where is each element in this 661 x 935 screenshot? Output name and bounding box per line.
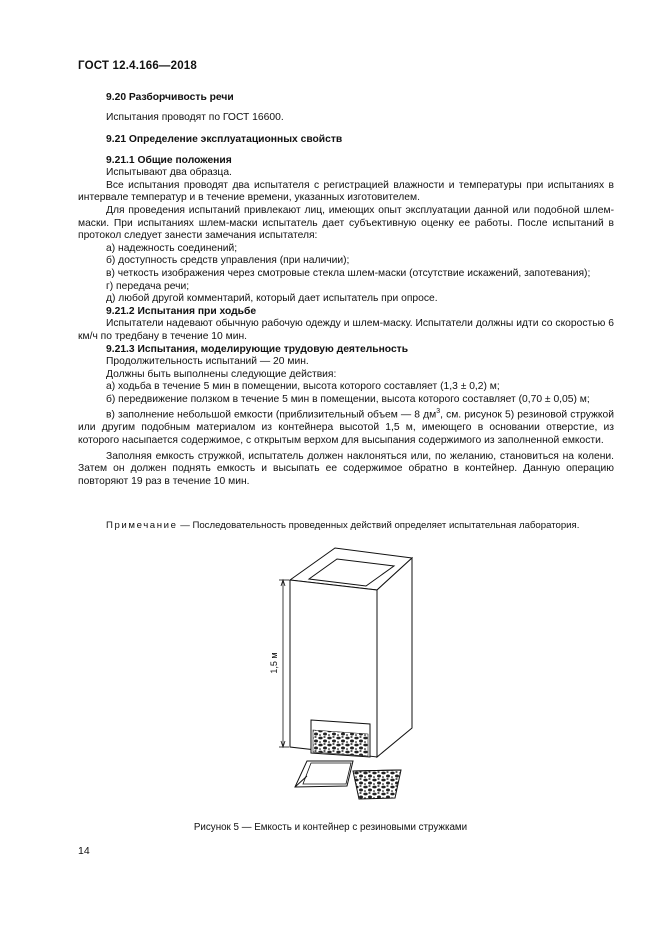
paragraph: Для проведения испытаний привлекают лиц, имеющих опыт эксплуатации данной или подобной шлем-маски. При испытаниях шлем-маски испытатель дает субъективную оценку ее работы. После испытаний в протокол следует занести замечания испытателя:	[78, 204, 614, 242]
paragraph: Продолжительность испытаний — 20 мин.	[106, 356, 309, 368]
subsection-title: 9.21.2 Испытания при ходьбе	[106, 305, 257, 317]
dimension-label: 1,5 м	[269, 652, 279, 674]
figure-caption: Рисунок 5 — Емкость и контейнер с резиновыми стружками	[193, 822, 468, 833]
list-item: в) заполнение небольшой емкости (приблизительный объем — 8 $дм^3$, см. рисунок 5) резиновой стружкой или другим подобным материалом из контейнера высотой 1,5 м, имеющего в основании отверстие, из которого насыпается содержимое, с открытым верхом для высыпания содержимого из заполненной емкости.	[78, 408, 614, 447]
list-item: а) надежность соединений;	[106, 242, 238, 254]
list-item: а) ходьба в течение 5 мин в помещении, высота которого составляет (1,3 ± 0,2) м;	[106, 381, 500, 393]
subsection-title: 9.21.1 Общие положения	[106, 154, 232, 166]
small-container	[295, 761, 401, 799]
page-number: 14	[78, 845, 90, 857]
subsection-title: 9.21.3 Испытания, моделирующие трудовую деятельность	[106, 343, 409, 355]
list-item: д) любой другой комментарий, который дает испытатель при опросе.	[106, 293, 438, 305]
list-item: б) передвижение ползком в течение 5 мин в помещении, высота которого составляет (0,70 ± 0,05) м;	[106, 393, 590, 405]
paragraph: Заполняя емкость стружкой, испытатель должен наклоняться или, по желанию, становиться на колени. Затем он должен поднять емкость и высыпать ее содержимое обратно в контейнер. Данную операцию повторяют 19 раз в течение 10 мин.	[78, 450, 614, 487]
note-text: — Последовательность проведенных действий определяет испытательная лаборатория.	[177, 520, 580, 531]
standard-code-header: ГОСТ 12.4.166—2018	[78, 60, 197, 72]
paragraph: Испытывают два образца.	[106, 167, 232, 179]
note	[106, 520, 579, 531]
note-label: Примечание	[106, 520, 178, 531]
container-opening	[311, 720, 370, 757]
section-9-20	[78, 92, 614, 124]
paragraph: Должны быть выполнены следующие действия:	[106, 368, 337, 380]
paragraph: Все испытания проводят два испытателя с регистрацией влажности и температуры при испытаниях в интервале температур и в течение времени, указанных изготовителем.	[78, 179, 614, 204]
section-9-21	[78, 134, 614, 488]
list-item: в) четкость изображения через смотровые стекла шлем-маски (отсутствие искажений, запотевания);	[106, 267, 591, 279]
paragraph: Испытатели надевают обычную рабочую одежду и шлем-маску. Испытатели должны идти со скоростью 6 км/ч по тредбану в течение 10 мин.	[78, 318, 614, 342]
figure-container-drawing	[255, 540, 425, 810]
dimension-line	[279, 580, 289, 747]
list-item: б) доступность средств управления (при наличии);	[106, 255, 350, 267]
list-item: г) передача речи;	[106, 280, 190, 292]
section-title: 9.20 Разборчивость речи	[106, 92, 234, 103]
paragraph: Испытания проводят по ГОСТ 16600.	[106, 111, 284, 123]
section-title: 9.21 Определение эксплуатационных свойств	[106, 134, 343, 145]
